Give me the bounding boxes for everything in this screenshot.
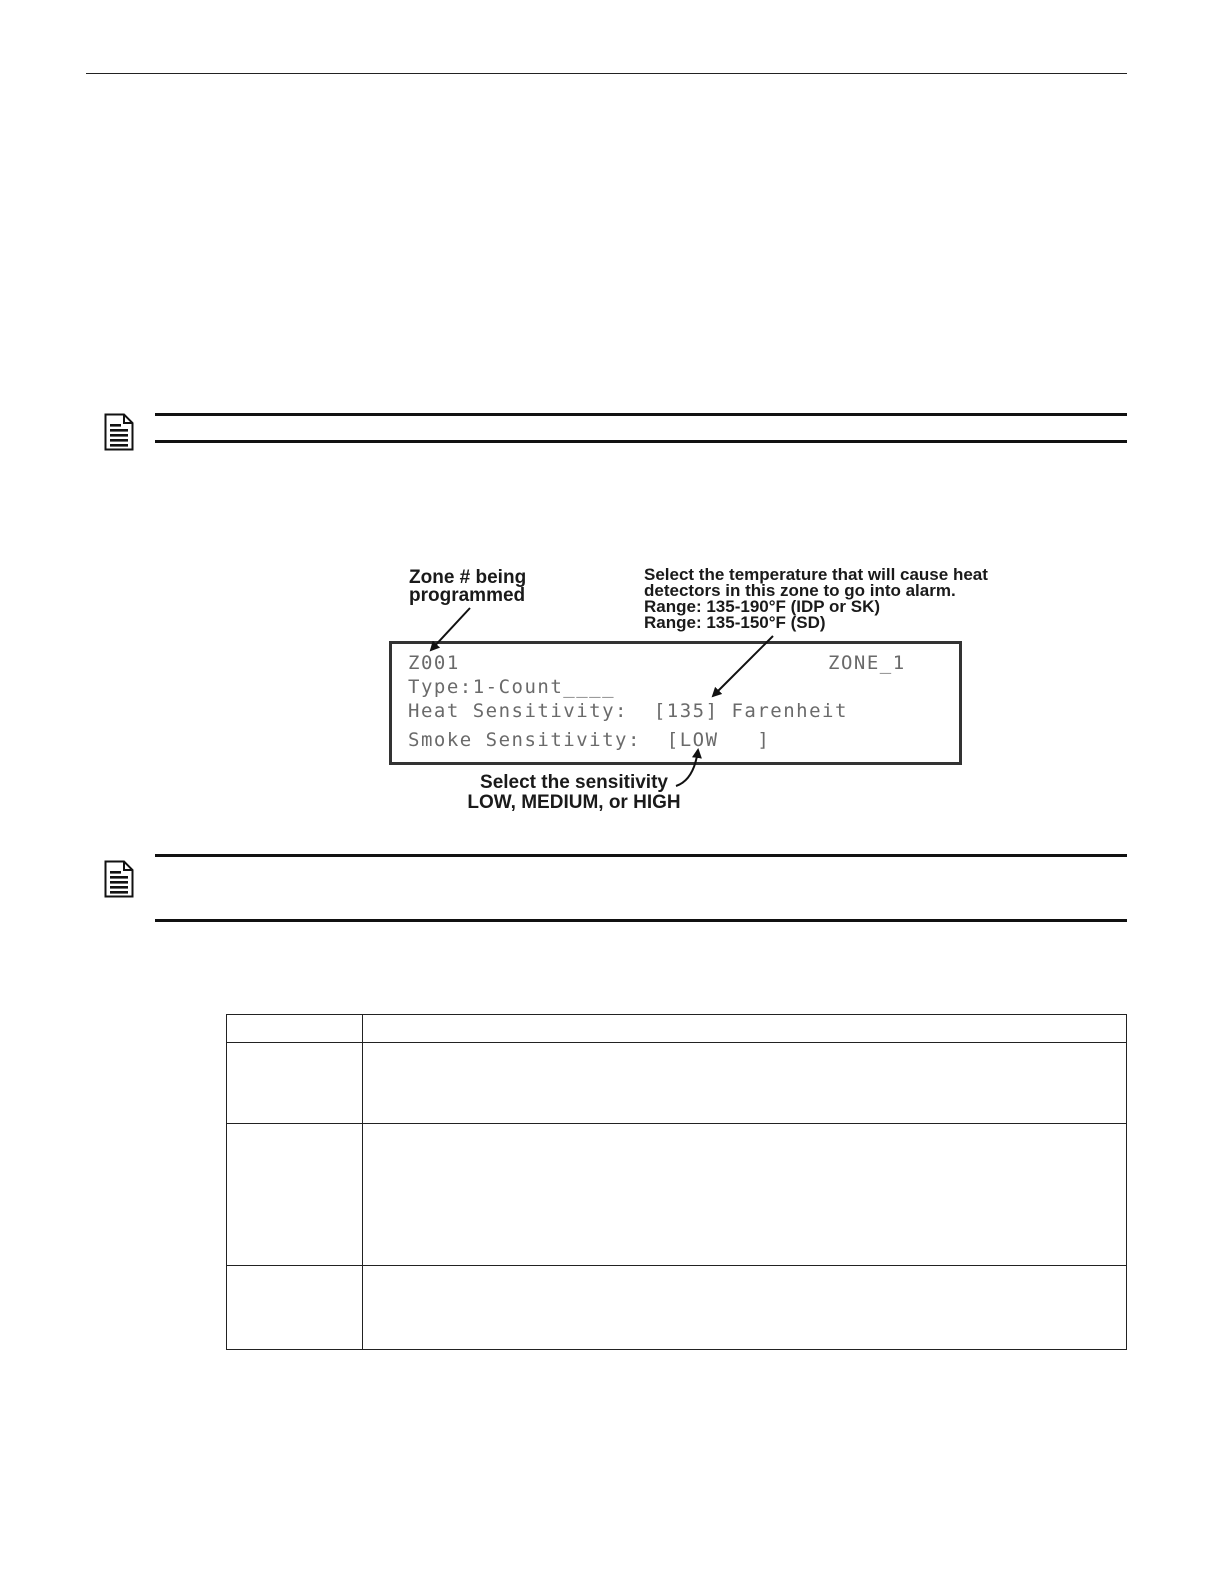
- zone-callout-line: programmed: [409, 585, 526, 606]
- options-table: [226, 1014, 1127, 1350]
- note-bottom-rule: [155, 919, 1127, 922]
- sensitivity-callout-line: Select the sensitivity: [480, 772, 668, 793]
- note-top-rule: [155, 854, 1127, 857]
- temperature-callout-line: detectors in this zone to go into alarm.: [644, 581, 956, 600]
- table-column-divider: [362, 1015, 363, 1349]
- table-row-divider: [227, 1265, 1126, 1266]
- note-icon: [104, 860, 134, 898]
- temperature-arrow: [713, 636, 773, 696]
- lcd-smoke-line: Smoke Sensitivity: [LOW ]: [408, 729, 771, 751]
- temperature-callout-line: Range: 135-190°F (IDP or SK): [644, 597, 881, 616]
- temperature-callout-line: Range: 135-150°F (SD): [644, 613, 826, 632]
- zone-arrow: [431, 608, 470, 650]
- lcd-type-line: Type:1-Count____: [408, 676, 616, 698]
- lcd-heat-line: Heat Sensitivity: [135] Farenheit: [408, 700, 848, 722]
- zone-callout-line: Zone # being: [409, 567, 527, 588]
- table-row-divider: [227, 1123, 1126, 1124]
- lcd-zone-number: Z001: [408, 652, 460, 674]
- table-header-divider: [227, 1042, 1126, 1043]
- temperature-callout-line: Select the temperature that will cause heat: [644, 565, 988, 584]
- lcd-zone-label: ZONE_1: [828, 652, 906, 674]
- sensitivity-callout-line: LOW, MEDIUM, or HIGH: [467, 792, 681, 813]
- sensitivity-arrow: [676, 750, 698, 786]
